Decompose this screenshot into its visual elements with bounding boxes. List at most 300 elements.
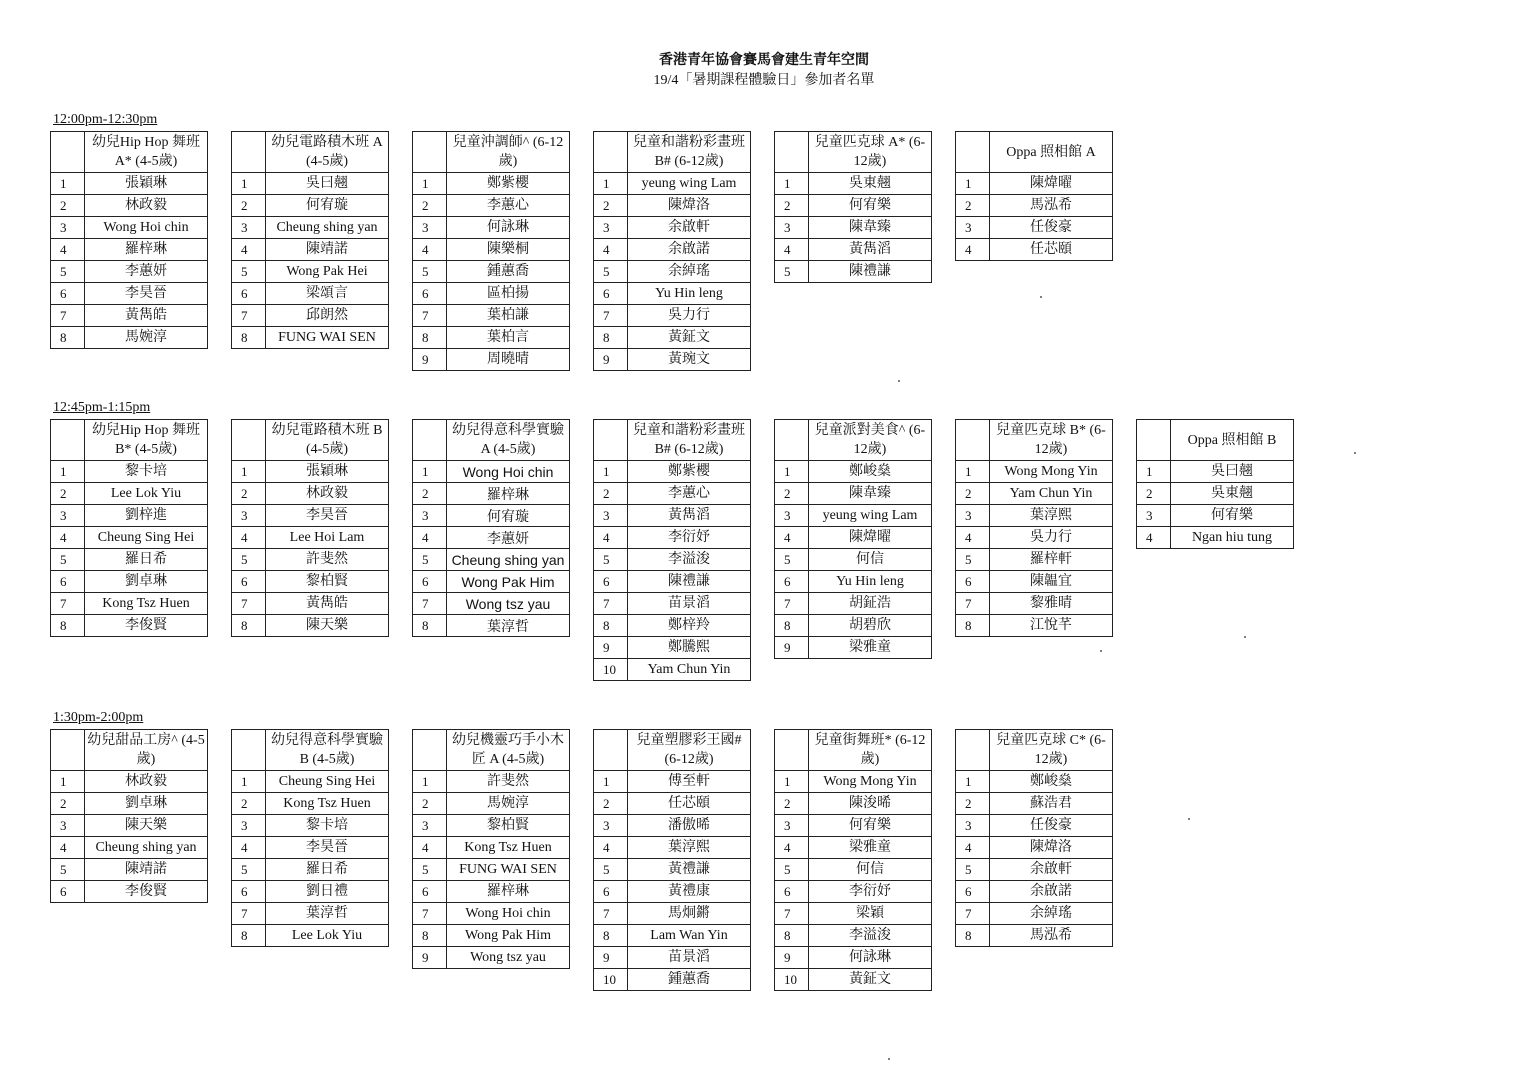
participant-name: 潘傲晞 [628, 815, 751, 837]
participant-name: 鍾蕙喬 [628, 969, 751, 991]
table-row [956, 615, 1113, 637]
class-header-row [594, 730, 751, 771]
table-row [232, 505, 389, 527]
participant-name: 黃禮康 [628, 881, 751, 903]
participant-name: 羅梓琳 [447, 483, 570, 505]
participant-name: 余綽瑤 [628, 261, 751, 283]
participant-name: 余啟軒 [990, 859, 1113, 881]
participant-name: 黃鉦文 [628, 327, 751, 349]
row-number: 3 [51, 505, 85, 527]
row-number: 3 [232, 505, 266, 527]
class-header-row [956, 730, 1113, 771]
row-number: 8 [775, 615, 809, 637]
participant-name: 鄭紫櫻 [447, 173, 570, 195]
row-number: 5 [51, 859, 85, 881]
participant-name: Yam Chun Yin [990, 483, 1113, 505]
table-row [51, 881, 208, 903]
row-number: 9 [413, 349, 447, 371]
class-title: 兒童街舞班* (6-12歲) [809, 730, 932, 771]
row-number: 4 [956, 837, 990, 859]
table-row [51, 261, 208, 283]
participant-name: 林政毅 [85, 195, 208, 217]
row-number: 6 [51, 571, 85, 593]
table-row [51, 837, 208, 859]
table-row [51, 195, 208, 217]
row-number: 3 [51, 217, 85, 239]
row-number: 6 [413, 571, 447, 593]
participant-name: 陳浚晞 [809, 793, 932, 815]
participant-name: 苗景滔 [628, 593, 751, 615]
table-row [594, 815, 751, 837]
table-row [413, 903, 570, 925]
table-row [413, 483, 570, 505]
row-number: 8 [232, 925, 266, 947]
participant-name: 劉日禮 [266, 881, 389, 903]
table-row [413, 837, 570, 859]
row-number: 2 [413, 195, 447, 217]
row-number: 9 [413, 947, 447, 969]
participant-name: Yam Chun Yin [628, 659, 751, 681]
row-number: 7 [956, 903, 990, 925]
table-row [594, 593, 751, 615]
class-title: 幼兒甜品工房^ (4-5歲) [85, 730, 208, 771]
row-number: 8 [594, 615, 628, 637]
participant-name: 葉淳哲 [266, 903, 389, 925]
header-number-cell [51, 132, 85, 173]
participant-name: 梁穎 [809, 903, 932, 925]
table-row [956, 593, 1113, 615]
table-row [51, 793, 208, 815]
participant-name: 蘇浩君 [990, 793, 1113, 815]
table-row [594, 881, 751, 903]
row-number: 3 [594, 217, 628, 239]
table-row [956, 881, 1113, 903]
row-number: 9 [594, 637, 628, 659]
table-row [594, 195, 751, 217]
table-row [413, 815, 570, 837]
participant-name: 李溢浚 [809, 925, 932, 947]
row-number: 7 [413, 903, 447, 925]
row-number: 1 [956, 461, 990, 483]
row-number: 4 [51, 837, 85, 859]
header-number-cell [51, 730, 85, 771]
table-row [413, 261, 570, 283]
participant-name: 葉淳熙 [628, 837, 751, 859]
participant-name: 李昊晉 [85, 283, 208, 305]
row-number: 4 [413, 527, 447, 549]
row-number: 2 [775, 483, 809, 505]
table-row [775, 615, 932, 637]
participant-name: 張穎琳 [266, 461, 389, 483]
table-row [232, 925, 389, 947]
table-row [232, 903, 389, 925]
participant-name: 黎柏賢 [447, 815, 570, 837]
row-number: 4 [594, 239, 628, 261]
row-number: 2 [775, 195, 809, 217]
scan-speck [1188, 818, 1190, 820]
participant-name: Cheung shing yan [447, 549, 570, 571]
class-roster-table [231, 729, 389, 947]
participant-name: 馬婉淳 [447, 793, 570, 815]
participant-name: 陳煒洛 [628, 195, 751, 217]
row-number: 10 [594, 659, 628, 681]
participant-name: 劉卓琳 [85, 571, 208, 593]
class-title: 兒童沖調師^ (6-12歲) [447, 132, 570, 173]
participant-name: Cheung shing yan [85, 837, 208, 859]
table-row [775, 505, 932, 527]
row-number: 3 [232, 815, 266, 837]
participant-name: 周曉晴 [447, 349, 570, 371]
row-number: 1 [51, 173, 85, 195]
class-title: 幼兒得意科學實驗 B (4-5歲) [266, 730, 389, 771]
row-number: 6 [594, 571, 628, 593]
table-row [1137, 461, 1294, 483]
table-row [51, 571, 208, 593]
participant-name: 鄭紫櫻 [628, 461, 751, 483]
row-number: 3 [594, 815, 628, 837]
row-number: 1 [413, 771, 447, 793]
row-number: 4 [594, 527, 628, 549]
participant-name: 許斐然 [447, 771, 570, 793]
row-number: 4 [956, 239, 990, 261]
table-row [232, 327, 389, 349]
row-number: 7 [775, 593, 809, 615]
table-row [775, 173, 932, 195]
class-header-row [956, 132, 1113, 173]
table-row [232, 483, 389, 505]
table-row [775, 261, 932, 283]
table-row [594, 217, 751, 239]
class-roster-table [774, 729, 932, 991]
participant-name: 羅日希 [266, 859, 389, 881]
participant-name: 羅梓琳 [447, 881, 570, 903]
row-number: 2 [1137, 483, 1171, 505]
table-row [413, 527, 570, 549]
participant-name: 江悅芊 [990, 615, 1113, 637]
row-number: 4 [775, 837, 809, 859]
header-number-cell [775, 132, 809, 173]
row-number: 7 [413, 305, 447, 327]
row-number: 6 [594, 283, 628, 305]
row-number: 7 [594, 903, 628, 925]
header-number-cell [232, 730, 266, 771]
table-row [413, 549, 570, 571]
table-row [232, 283, 389, 305]
class-title: Oppa 照相館 A [990, 132, 1113, 173]
row-number: 7 [232, 903, 266, 925]
participant-name: 陳韋臻 [809, 217, 932, 239]
row-number: 3 [956, 217, 990, 239]
participant-name: 李蕙心 [447, 195, 570, 217]
table-row [956, 837, 1113, 859]
participant-name: Wong tsz yau [447, 947, 570, 969]
scan-speck [1354, 452, 1356, 454]
row-number: 8 [594, 327, 628, 349]
class-roster-table [593, 729, 751, 991]
table-row [413, 195, 570, 217]
participant-name: 葉柏謙 [447, 305, 570, 327]
row-number: 1 [775, 771, 809, 793]
row-number: 1 [232, 461, 266, 483]
row-number: 4 [232, 837, 266, 859]
row-number: 1 [232, 771, 266, 793]
class-roster-table [593, 419, 751, 681]
row-number: 3 [594, 505, 628, 527]
row-number: 8 [594, 925, 628, 947]
row-number: 3 [1137, 505, 1171, 527]
table-row [594, 903, 751, 925]
participant-name: Lee Lok Yiu [85, 483, 208, 505]
table-row [775, 969, 932, 991]
row-number: 2 [956, 793, 990, 815]
table-row [232, 549, 389, 571]
participant-name: 羅梓琳 [85, 239, 208, 261]
scan-speck [888, 1058, 890, 1060]
row-number: 4 [1137, 527, 1171, 549]
participant-name: 吳曰翹 [1171, 461, 1294, 483]
table-row [594, 305, 751, 327]
header-number-cell [413, 730, 447, 771]
participant-name: 陳韞宜 [990, 571, 1113, 593]
row-number: 8 [51, 615, 85, 637]
row-number: 1 [1137, 461, 1171, 483]
row-number: 2 [775, 793, 809, 815]
table-row [775, 837, 932, 859]
participant-name: Wong tsz yau [447, 593, 570, 615]
class-title: 兒童匹克球 B* (6-12歲) [990, 420, 1113, 461]
table-row [51, 461, 208, 483]
participant-name: 張穎琳 [85, 173, 208, 195]
header-number-cell [1137, 420, 1171, 461]
participant-name: 李衍妤 [628, 527, 751, 549]
participant-name: 李昊晉 [266, 505, 389, 527]
participant-name: 區柏揚 [447, 283, 570, 305]
table-row [594, 461, 751, 483]
row-number: 4 [232, 527, 266, 549]
row-number: 1 [594, 771, 628, 793]
table-row [775, 593, 932, 615]
row-number: 5 [956, 859, 990, 881]
class-header-row [232, 730, 389, 771]
header-number-cell [594, 420, 628, 461]
participant-name: 黃雋皓 [266, 593, 389, 615]
participant-name: Wong Pak Him [447, 571, 570, 593]
participant-name: 何宥樂 [809, 815, 932, 837]
table-row [1137, 527, 1294, 549]
time-slot-label: 12:45pm-1:15pm [53, 400, 151, 415]
row-number: 2 [232, 483, 266, 505]
participant-name: Cheung shing yan [266, 217, 389, 239]
table-row [51, 815, 208, 837]
table-row [956, 571, 1113, 593]
table-row [956, 771, 1113, 793]
class-header-row [1137, 420, 1294, 461]
header-number-cell [956, 132, 990, 173]
table-row [956, 549, 1113, 571]
row-number: 1 [594, 461, 628, 483]
participant-name: Kong Tsz Huen [85, 593, 208, 615]
participant-name: 黃雋滔 [628, 505, 751, 527]
row-number: 5 [775, 549, 809, 571]
row-number: 6 [775, 571, 809, 593]
class-title: 幼兒Hip Hop 舞班 A* (4-5歲) [85, 132, 208, 173]
participant-name: 黎卡培 [85, 461, 208, 483]
participant-name: 馬泓希 [990, 195, 1113, 217]
row-number: 4 [413, 239, 447, 261]
table-row [413, 881, 570, 903]
table-row [775, 793, 932, 815]
participant-name: 陳天樂 [266, 615, 389, 637]
row-number: 2 [51, 793, 85, 815]
participant-name: 任俊豪 [990, 217, 1113, 239]
row-number: 2 [51, 483, 85, 505]
table-row [594, 659, 751, 681]
class-header-row [232, 132, 389, 173]
participant-name: 黃禮謙 [628, 859, 751, 881]
row-number: 6 [232, 571, 266, 593]
table-row [775, 571, 932, 593]
row-number: 1 [775, 461, 809, 483]
table-row [594, 349, 751, 371]
table-row [413, 859, 570, 881]
table-row [775, 527, 932, 549]
participant-name: Wong Pak Hei [266, 261, 389, 283]
participant-name: 何詠琳 [809, 947, 932, 969]
row-number: 8 [413, 327, 447, 349]
row-number: 5 [594, 261, 628, 283]
row-number: 4 [51, 527, 85, 549]
table-row [775, 549, 932, 571]
row-number: 2 [232, 195, 266, 217]
table-row [232, 195, 389, 217]
row-number: 3 [232, 217, 266, 239]
row-number: 5 [413, 549, 447, 571]
row-number: 9 [775, 947, 809, 969]
row-number: 7 [232, 305, 266, 327]
row-number: 7 [594, 305, 628, 327]
table-row [232, 837, 389, 859]
row-number: 3 [51, 815, 85, 837]
table-row [51, 615, 208, 637]
participant-name: 吳東翹 [809, 173, 932, 195]
participant-name: 陳煒洛 [990, 837, 1113, 859]
class-header-row [413, 420, 570, 461]
header-number-cell [956, 730, 990, 771]
table-row [775, 195, 932, 217]
participant-name: 李蕙妍 [447, 527, 570, 549]
table-row [51, 305, 208, 327]
table-row [51, 283, 208, 305]
row-number: 9 [594, 947, 628, 969]
row-number: 7 [51, 305, 85, 327]
class-header-row [232, 420, 389, 461]
table-row [594, 571, 751, 593]
class-roster-table [412, 729, 570, 969]
participant-name: 黃鉦文 [809, 969, 932, 991]
class-title: 幼兒得意科學實驗 A (4-5歲) [447, 420, 570, 461]
table-row [594, 261, 751, 283]
row-number: 5 [51, 549, 85, 571]
participant-name: 何信 [809, 549, 932, 571]
scan-speck [1100, 650, 1102, 652]
class-header-row [594, 132, 751, 173]
row-number: 5 [413, 261, 447, 283]
participant-name: 鄭峻燊 [809, 461, 932, 483]
participant-name: 余啟諾 [990, 881, 1113, 903]
participant-name: 何宥璇 [447, 505, 570, 527]
table-row [1137, 505, 1294, 527]
participant-name: 邱朗然 [266, 305, 389, 327]
class-header-row [413, 132, 570, 173]
class-header-row [51, 420, 208, 461]
table-row [956, 903, 1113, 925]
participant-name: 李蕙妍 [85, 261, 208, 283]
participant-name: 陳靖諾 [85, 859, 208, 881]
row-number: 1 [413, 461, 447, 483]
class-roster-table [231, 419, 389, 637]
table-row [51, 505, 208, 527]
header-number-cell [775, 420, 809, 461]
participant-name: 葉淳哲 [447, 615, 570, 637]
row-number: 6 [413, 283, 447, 305]
participant-name: 胡碧欣 [809, 615, 932, 637]
table-row [51, 173, 208, 195]
row-number: 8 [413, 615, 447, 637]
participant-name: 葉柏言 [447, 327, 570, 349]
participant-name: Wong Pak Him [447, 925, 570, 947]
participant-name: Lee Lok Yiu [266, 925, 389, 947]
table-row [413, 305, 570, 327]
row-number: 5 [51, 261, 85, 283]
table-row [413, 793, 570, 815]
table-row [594, 239, 751, 261]
table-row [413, 947, 570, 969]
table-row [594, 173, 751, 195]
participant-name: 任芯頤 [628, 793, 751, 815]
participant-name: 吳力行 [990, 527, 1113, 549]
row-number: 7 [232, 593, 266, 615]
scan-speck [898, 380, 900, 382]
table-row [413, 349, 570, 371]
participant-name: 任芯頤 [990, 239, 1113, 261]
table-row [956, 925, 1113, 947]
row-number: 1 [775, 173, 809, 195]
table-row [594, 283, 751, 305]
table-row [51, 859, 208, 881]
table-row [775, 903, 932, 925]
table-row [413, 593, 570, 615]
row-number: 3 [413, 815, 447, 837]
table-row [594, 925, 751, 947]
participant-name: 羅日希 [85, 549, 208, 571]
class-roster-table [955, 131, 1113, 261]
participant-name: 李蕙心 [628, 483, 751, 505]
participant-name: Lam Wan Yin [628, 925, 751, 947]
class-header-row [775, 420, 932, 461]
class-roster-table [50, 729, 208, 903]
row-number: 9 [594, 349, 628, 371]
table-row [232, 881, 389, 903]
row-number: 4 [51, 239, 85, 261]
row-number: 6 [413, 881, 447, 903]
participant-name: 李昊晉 [266, 837, 389, 859]
participant-name: 何宥璇 [266, 195, 389, 217]
row-number: 9 [775, 637, 809, 659]
row-number: 3 [775, 815, 809, 837]
table-row [775, 771, 932, 793]
time-slot-label: 1:30pm-2:00pm [53, 710, 144, 725]
participant-name: 梁雅童 [809, 837, 932, 859]
